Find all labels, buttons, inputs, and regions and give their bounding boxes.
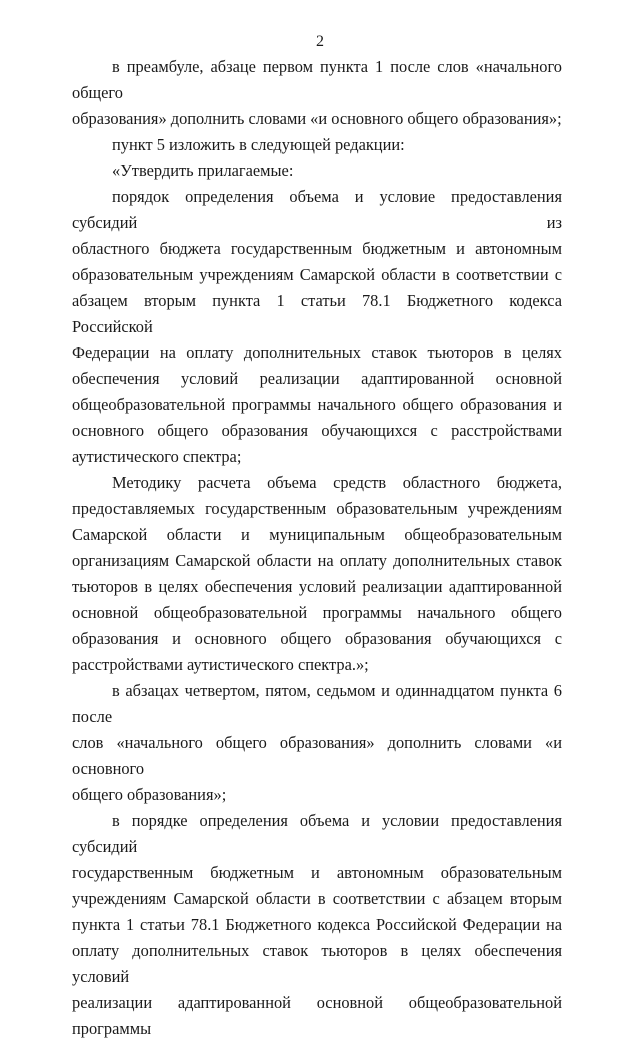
paragraph-4-line-7: общеобразовательной программы начального общего образования и [72,395,562,414]
document-body [72,54,562,1042]
paragraph-5-line-4: организациям Самарской области на оплату дополнительных ставок [72,551,562,570]
paragraph-3-line-1: «Утвердить прилагаемые: [112,161,294,180]
paragraph-6-line-1: в абзацах четвертом, пятом, седьмом и одиннадцатом пункта 6 после [72,681,562,726]
paragraph-4-line-5: Федерации на оплату дополнительных ставок тьюторов в целях [72,343,562,362]
page-number: 2 [316,33,324,50]
paragraph-5-line-2: предоставляемых государственным образовательным учреждениям [72,499,562,518]
paragraph-5-line-7: образования и основного общего образования обучающихся с [72,629,562,648]
paragraph-7-line-2: государственным бюджетным и автономным образовательным [72,863,562,882]
paragraph-6-line-2: слов «начального общего образования» дополнить словами «и основного [72,733,562,778]
paragraph-4-line-9: аутистического спектра; [72,447,242,466]
paragraph-5-line-1: Методику расчета объема средств областного бюджета, [112,473,562,492]
paragraph-7-line-6: реализации адаптированной основной общеобразовательной программы [72,993,562,1038]
paragraph-7-line-3: учреждениям Самарской области в соответствии с абзацем вторым [72,889,562,908]
paragraph-5-line-5: тьюторов в целях обеспечения условий реализации адаптированной [72,577,562,596]
paragraph-1-line-2: образования» дополнить словами «и основного общего образования»; [72,109,562,128]
paragraph-7-line-5: оплату дополнительных ставок тьюторов в целях обеспечения условий [72,941,562,986]
paragraph-7-line-4: пункта 1 статьи 78.1 Бюджетного кодекса Российской Федерации на [72,915,562,934]
paragraph-5-line-6: основной общеобразовательной программы начального общего [72,603,562,622]
paragraph-7-line-1: в порядке определения объема и условии предоставления субсидий [72,811,562,856]
paragraph-6-line-3: общего образования»; [72,785,227,804]
paragraph-4-line-8: основного общего образования обучающихся с расстройствами [72,421,562,440]
paragraph-2-line-1: пункт 5 изложить в следующей редакции: [112,135,405,154]
paragraph-5-line-8: расстройствами аутистического спектра.»; [72,655,369,674]
paragraph-4-line-2: областного бюджета государственным бюджетным и автономным [72,239,562,258]
paragraph-4-line-1: порядок определения объема и условие предоставления субсидий из [72,187,562,232]
paragraph-4-line-6: обеспечения условий реализации адаптированной основной [72,369,562,388]
paragraph-1-line-1: в преамбуле, абзаце первом пункта 1 после слов «начального общего [72,57,562,102]
paragraph-5-line-3: Самарской области и муниципальным общеобразовательным [72,525,562,544]
paragraph-4-line-4: абзацем вторым пункта 1 статьи 78.1 Бюджетного кодекса Российской [72,291,562,336]
paragraph-4-line-3: образовательным учреждениям Самарской области в соответствии с [72,265,562,284]
